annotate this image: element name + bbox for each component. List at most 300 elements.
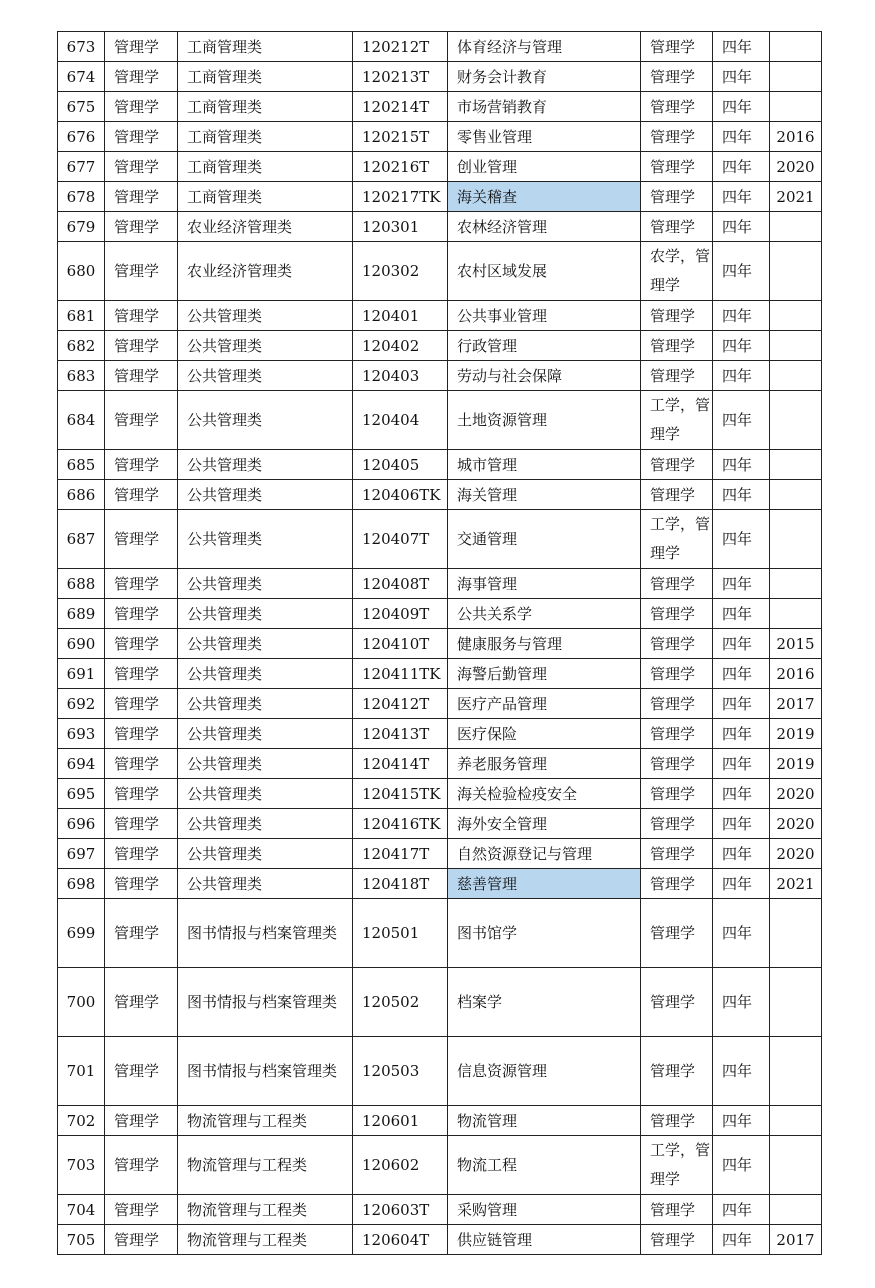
discipline-cell: 管理学 xyxy=(105,212,178,242)
duration-cell: 四年 xyxy=(713,182,770,212)
table-row xyxy=(58,719,822,749)
degree-cell: 管理学 xyxy=(641,450,713,480)
major-name-cell: 供应链管理 xyxy=(448,1225,641,1255)
year-cell xyxy=(770,212,822,242)
major-code-cell: 120409T xyxy=(353,599,448,629)
row-number-cell: 701 xyxy=(58,1037,105,1106)
major-name-cell: 慈善管理 xyxy=(448,869,641,899)
duration-cell: 四年 xyxy=(713,659,770,689)
table-row xyxy=(58,92,822,122)
category-cell: 公共管理类 xyxy=(178,659,353,689)
major-name-cell: 零售业管理 xyxy=(448,122,641,152)
degree-cell: 工学，管理学 xyxy=(641,1136,713,1195)
table-row xyxy=(58,510,822,569)
year-cell: 2020 xyxy=(770,152,822,182)
discipline-cell: 管理学 xyxy=(105,331,178,361)
major-name-cell: 物流工程 xyxy=(448,1136,641,1195)
row-number-cell: 684 xyxy=(58,391,105,450)
discipline-cell: 管理学 xyxy=(105,480,178,510)
table-row xyxy=(58,182,822,212)
major-code-cell: 120603T xyxy=(353,1195,448,1225)
duration-cell: 四年 xyxy=(713,1106,770,1136)
row-number-cell: 679 xyxy=(58,212,105,242)
degree-cell: 管理学 xyxy=(641,1195,713,1225)
major-name-cell: 海关管理 xyxy=(448,480,641,510)
category-cell: 公共管理类 xyxy=(178,361,353,391)
duration-cell: 四年 xyxy=(713,689,770,719)
row-number-cell: 678 xyxy=(58,182,105,212)
row-number-cell: 680 xyxy=(58,242,105,301)
table-row xyxy=(58,450,822,480)
year-cell xyxy=(770,391,822,450)
degree-cell: 管理学 xyxy=(641,1037,713,1106)
major-name-cell: 海关检验检疫安全 xyxy=(448,779,641,809)
category-cell: 图书情报与档案管理类 xyxy=(178,968,353,1037)
year-cell xyxy=(770,92,822,122)
discipline-cell: 管理学 xyxy=(105,1037,178,1106)
major-name-cell: 健康服务与管理 xyxy=(448,629,641,659)
year-cell: 2020 xyxy=(770,779,822,809)
row-number-cell: 692 xyxy=(58,689,105,719)
major-code-cell: 120413T xyxy=(353,719,448,749)
major-name-cell: 农林经济管理 xyxy=(448,212,641,242)
major-name-cell: 医疗保险 xyxy=(448,719,641,749)
row-number-cell: 696 xyxy=(58,809,105,839)
year-cell xyxy=(770,899,822,968)
major-name-cell: 图书馆学 xyxy=(448,899,641,968)
degree-cell: 工学，管理学 xyxy=(641,510,713,569)
document-page xyxy=(57,31,822,1255)
year-cell: 2017 xyxy=(770,689,822,719)
major-code-cell: 120412T xyxy=(353,689,448,719)
discipline-cell: 管理学 xyxy=(105,899,178,968)
major-code-cell: 120415TK xyxy=(353,779,448,809)
discipline-cell: 管理学 xyxy=(105,450,178,480)
year-cell: 2016 xyxy=(770,122,822,152)
category-cell: 公共管理类 xyxy=(178,450,353,480)
row-number-cell: 698 xyxy=(58,869,105,899)
duration-cell: 四年 xyxy=(713,569,770,599)
year-cell: 2015 xyxy=(770,629,822,659)
degree-cell: 工学，管理学 xyxy=(641,391,713,450)
year-cell xyxy=(770,242,822,301)
degree-cell: 管理学 xyxy=(641,749,713,779)
table-row xyxy=(58,122,822,152)
duration-cell: 四年 xyxy=(713,1136,770,1195)
discipline-cell: 管理学 xyxy=(105,122,178,152)
degree-cell: 管理学 xyxy=(641,719,713,749)
table-row xyxy=(58,480,822,510)
major-code-cell: 120418T xyxy=(353,869,448,899)
duration-cell: 四年 xyxy=(713,32,770,62)
duration-cell: 四年 xyxy=(713,599,770,629)
year-cell: 2021 xyxy=(770,182,822,212)
table-row xyxy=(58,569,822,599)
duration-cell: 四年 xyxy=(713,1195,770,1225)
table-row xyxy=(58,32,822,62)
discipline-cell: 管理学 xyxy=(105,839,178,869)
major-code-cell: 120411TK xyxy=(353,659,448,689)
major-name-cell: 档案学 xyxy=(448,968,641,1037)
degree-cell: 管理学 xyxy=(641,301,713,331)
major-name-cell: 物流管理 xyxy=(448,1106,641,1136)
major-code-cell: 120402 xyxy=(353,331,448,361)
degree-cell: 管理学 xyxy=(641,599,713,629)
row-number-cell: 691 xyxy=(58,659,105,689)
row-number-cell: 683 xyxy=(58,361,105,391)
row-number-cell: 677 xyxy=(58,152,105,182)
year-cell xyxy=(770,569,822,599)
row-number-cell: 681 xyxy=(58,301,105,331)
row-number-cell: 674 xyxy=(58,62,105,92)
category-cell: 公共管理类 xyxy=(178,510,353,569)
discipline-cell: 管理学 xyxy=(105,779,178,809)
year-cell xyxy=(770,968,822,1037)
discipline-cell: 管理学 xyxy=(105,689,178,719)
row-number-cell: 700 xyxy=(58,968,105,1037)
table-row xyxy=(58,361,822,391)
major-code-cell: 120414T xyxy=(353,749,448,779)
row-number-cell: 676 xyxy=(58,122,105,152)
duration-cell: 四年 xyxy=(713,242,770,301)
category-cell: 物流管理与工程类 xyxy=(178,1136,353,1195)
year-cell: 2020 xyxy=(770,839,822,869)
category-cell: 农业经济管理类 xyxy=(178,242,353,301)
category-cell: 工商管理类 xyxy=(178,152,353,182)
discipline-cell: 管理学 xyxy=(105,869,178,899)
category-cell: 图书情报与档案管理类 xyxy=(178,899,353,968)
degree-cell: 管理学 xyxy=(641,361,713,391)
table-row xyxy=(58,331,822,361)
discipline-cell: 管理学 xyxy=(105,510,178,569)
row-number-cell: 687 xyxy=(58,510,105,569)
duration-cell: 四年 xyxy=(713,361,770,391)
category-cell: 工商管理类 xyxy=(178,92,353,122)
category-cell: 公共管理类 xyxy=(178,569,353,599)
year-cell xyxy=(770,301,822,331)
major-code-cell: 120602 xyxy=(353,1136,448,1195)
duration-cell: 四年 xyxy=(713,301,770,331)
year-cell: 2019 xyxy=(770,719,822,749)
duration-cell: 四年 xyxy=(713,212,770,242)
major-code-cell: 120503 xyxy=(353,1037,448,1106)
degree-cell: 管理学 xyxy=(641,659,713,689)
major-code-cell: 120405 xyxy=(353,450,448,480)
row-number-cell: 699 xyxy=(58,899,105,968)
degree-cell: 管理学 xyxy=(641,182,713,212)
degree-cell: 管理学 xyxy=(641,968,713,1037)
table-row xyxy=(58,629,822,659)
row-number-cell: 705 xyxy=(58,1225,105,1255)
degree-cell: 管理学 xyxy=(641,869,713,899)
major-code-cell: 120213T xyxy=(353,62,448,92)
row-number-cell: 702 xyxy=(58,1106,105,1136)
major-code-cell: 120410T xyxy=(353,629,448,659)
degree-cell: 管理学 xyxy=(641,1225,713,1255)
discipline-cell: 管理学 xyxy=(105,62,178,92)
major-name-cell: 医疗产品管理 xyxy=(448,689,641,719)
table-row xyxy=(58,869,822,899)
degree-cell: 管理学 xyxy=(641,62,713,92)
duration-cell: 四年 xyxy=(713,391,770,450)
duration-cell: 四年 xyxy=(713,1037,770,1106)
table-row xyxy=(58,899,822,968)
year-cell xyxy=(770,599,822,629)
discipline-cell: 管理学 xyxy=(105,569,178,599)
table-row xyxy=(58,1195,822,1225)
duration-cell: 四年 xyxy=(713,629,770,659)
degree-cell: 管理学 xyxy=(641,809,713,839)
category-cell: 物流管理与工程类 xyxy=(178,1106,353,1136)
year-cell xyxy=(770,1195,822,1225)
discipline-cell: 管理学 xyxy=(105,809,178,839)
category-cell: 图书情报与档案管理类 xyxy=(178,1037,353,1106)
table-row xyxy=(58,1106,822,1136)
table-row xyxy=(58,301,822,331)
duration-cell: 四年 xyxy=(713,122,770,152)
table-row xyxy=(58,62,822,92)
major-name-cell: 海关稽查 xyxy=(448,182,641,212)
major-code-cell: 120214T xyxy=(353,92,448,122)
category-cell: 公共管理类 xyxy=(178,480,353,510)
row-number-cell: 690 xyxy=(58,629,105,659)
degree-cell: 农学，管理学 xyxy=(641,242,713,301)
discipline-cell: 管理学 xyxy=(105,749,178,779)
category-cell: 物流管理与工程类 xyxy=(178,1195,353,1225)
year-cell xyxy=(770,331,822,361)
major-name-cell: 体育经济与管理 xyxy=(448,32,641,62)
major-name-cell: 市场营销教育 xyxy=(448,92,641,122)
duration-cell: 四年 xyxy=(713,749,770,779)
row-number-cell: 682 xyxy=(58,331,105,361)
year-cell: 2017 xyxy=(770,1225,822,1255)
major-name-cell: 海事管理 xyxy=(448,569,641,599)
duration-cell: 四年 xyxy=(713,450,770,480)
row-number-cell: 673 xyxy=(58,32,105,62)
table-row xyxy=(58,391,822,450)
degree-cell: 管理学 xyxy=(641,569,713,599)
discipline-cell: 管理学 xyxy=(105,968,178,1037)
row-number-cell: 695 xyxy=(58,779,105,809)
year-cell xyxy=(770,480,822,510)
major-code-cell: 120401 xyxy=(353,301,448,331)
duration-cell: 四年 xyxy=(713,62,770,92)
category-cell: 公共管理类 xyxy=(178,629,353,659)
discipline-cell: 管理学 xyxy=(105,629,178,659)
table-body xyxy=(58,32,822,1255)
table-row xyxy=(58,212,822,242)
table-row xyxy=(58,152,822,182)
major-name-cell: 海警后勤管理 xyxy=(448,659,641,689)
major-code-cell: 120501 xyxy=(353,899,448,968)
discipline-cell: 管理学 xyxy=(105,32,178,62)
major-name-cell: 土地资源管理 xyxy=(448,391,641,450)
year-cell: 2020 xyxy=(770,809,822,839)
major-name-cell: 公共事业管理 xyxy=(448,301,641,331)
major-code-cell: 120416TK xyxy=(353,809,448,839)
category-cell: 公共管理类 xyxy=(178,839,353,869)
major-name-cell: 财务会计教育 xyxy=(448,62,641,92)
row-number-cell: 694 xyxy=(58,749,105,779)
table-row xyxy=(58,242,822,301)
duration-cell: 四年 xyxy=(713,839,770,869)
duration-cell: 四年 xyxy=(713,869,770,899)
table-row xyxy=(58,1037,822,1106)
row-number-cell: 703 xyxy=(58,1136,105,1195)
major-name-cell: 创业管理 xyxy=(448,152,641,182)
degree-cell: 管理学 xyxy=(641,152,713,182)
major-code-cell: 120404 xyxy=(353,391,448,450)
category-cell: 公共管理类 xyxy=(178,809,353,839)
degree-cell: 管理学 xyxy=(641,212,713,242)
discipline-cell: 管理学 xyxy=(105,361,178,391)
major-name-cell: 劳动与社会保障 xyxy=(448,361,641,391)
major-code-cell: 120216T xyxy=(353,152,448,182)
year-cell: 2016 xyxy=(770,659,822,689)
category-cell: 公共管理类 xyxy=(178,391,353,450)
table-row xyxy=(58,599,822,629)
degree-cell: 管理学 xyxy=(641,480,713,510)
year-cell: 2019 xyxy=(770,749,822,779)
major-code-cell: 120212T xyxy=(353,32,448,62)
discipline-cell: 管理学 xyxy=(105,182,178,212)
category-cell: 公共管理类 xyxy=(178,599,353,629)
table-row xyxy=(58,968,822,1037)
year-cell: 2021 xyxy=(770,869,822,899)
duration-cell: 四年 xyxy=(713,899,770,968)
category-cell: 公共管理类 xyxy=(178,301,353,331)
table-row xyxy=(58,839,822,869)
discipline-cell: 管理学 xyxy=(105,242,178,301)
year-cell xyxy=(770,510,822,569)
degree-cell: 管理学 xyxy=(641,779,713,809)
year-cell xyxy=(770,32,822,62)
major-code-cell: 120215T xyxy=(353,122,448,152)
degree-cell: 管理学 xyxy=(641,92,713,122)
major-code-cell: 120604T xyxy=(353,1225,448,1255)
row-number-cell: 688 xyxy=(58,569,105,599)
discipline-cell: 管理学 xyxy=(105,1136,178,1195)
row-number-cell: 689 xyxy=(58,599,105,629)
discipline-cell: 管理学 xyxy=(105,1106,178,1136)
discipline-cell: 管理学 xyxy=(105,1195,178,1225)
major-code-cell: 120403 xyxy=(353,361,448,391)
major-name-cell: 信息资源管理 xyxy=(448,1037,641,1106)
table-row xyxy=(58,1225,822,1255)
year-cell xyxy=(770,1136,822,1195)
duration-cell: 四年 xyxy=(713,968,770,1037)
category-cell: 农业经济管理类 xyxy=(178,212,353,242)
year-cell xyxy=(770,62,822,92)
degree-cell: 管理学 xyxy=(641,629,713,659)
duration-cell: 四年 xyxy=(713,152,770,182)
major-name-cell: 农村区域发展 xyxy=(448,242,641,301)
degree-cell: 管理学 xyxy=(641,331,713,361)
category-cell: 公共管理类 xyxy=(178,869,353,899)
year-cell xyxy=(770,1106,822,1136)
major-name-cell: 交通管理 xyxy=(448,510,641,569)
duration-cell: 四年 xyxy=(713,480,770,510)
major-code-cell: 120301 xyxy=(353,212,448,242)
duration-cell: 四年 xyxy=(713,809,770,839)
discipline-cell: 管理学 xyxy=(105,1225,178,1255)
row-number-cell: 675 xyxy=(58,92,105,122)
degree-cell: 管理学 xyxy=(641,899,713,968)
major-code-cell: 120217TK xyxy=(353,182,448,212)
major-name-cell: 自然资源登记与管理 xyxy=(448,839,641,869)
category-cell: 公共管理类 xyxy=(178,331,353,361)
row-number-cell: 686 xyxy=(58,480,105,510)
duration-cell: 四年 xyxy=(713,1225,770,1255)
major-code-cell: 120417T xyxy=(353,839,448,869)
category-cell: 工商管理类 xyxy=(178,182,353,212)
category-cell: 工商管理类 xyxy=(178,62,353,92)
discipline-cell: 管理学 xyxy=(105,92,178,122)
discipline-cell: 管理学 xyxy=(105,659,178,689)
duration-cell: 四年 xyxy=(713,92,770,122)
major-code-cell: 120408T xyxy=(353,569,448,599)
table-row xyxy=(58,659,822,689)
table-row xyxy=(58,749,822,779)
row-number-cell: 704 xyxy=(58,1195,105,1225)
category-cell: 工商管理类 xyxy=(178,32,353,62)
major-code-cell: 120601 xyxy=(353,1106,448,1136)
table-row xyxy=(58,809,822,839)
category-cell: 物流管理与工程类 xyxy=(178,1225,353,1255)
year-cell xyxy=(770,1037,822,1106)
major-name-cell: 养老服务管理 xyxy=(448,749,641,779)
duration-cell: 四年 xyxy=(713,331,770,361)
major-name-cell: 行政管理 xyxy=(448,331,641,361)
degree-cell: 管理学 xyxy=(641,122,713,152)
degree-cell: 管理学 xyxy=(641,689,713,719)
category-cell: 公共管理类 xyxy=(178,689,353,719)
major-code-cell: 120406TK xyxy=(353,480,448,510)
major-code-cell: 120502 xyxy=(353,968,448,1037)
row-number-cell: 685 xyxy=(58,450,105,480)
major-name-cell: 城市管理 xyxy=(448,450,641,480)
category-cell: 公共管理类 xyxy=(178,779,353,809)
discipline-cell: 管理学 xyxy=(105,719,178,749)
degree-cell: 管理学 xyxy=(641,1106,713,1136)
category-cell: 工商管理类 xyxy=(178,122,353,152)
discipline-cell: 管理学 xyxy=(105,301,178,331)
major-catalog-table xyxy=(57,31,822,1255)
major-code-cell: 120407T xyxy=(353,510,448,569)
degree-cell: 管理学 xyxy=(641,32,713,62)
table-row xyxy=(58,1136,822,1195)
category-cell: 公共管理类 xyxy=(178,719,353,749)
row-number-cell: 693 xyxy=(58,719,105,749)
row-number-cell: 697 xyxy=(58,839,105,869)
major-code-cell: 120302 xyxy=(353,242,448,301)
duration-cell: 四年 xyxy=(713,719,770,749)
major-name-cell: 采购管理 xyxy=(448,1195,641,1225)
table-row xyxy=(58,779,822,809)
major-name-cell: 公共关系学 xyxy=(448,599,641,629)
year-cell xyxy=(770,450,822,480)
major-name-cell: 海外安全管理 xyxy=(448,809,641,839)
category-cell: 公共管理类 xyxy=(178,749,353,779)
duration-cell: 四年 xyxy=(713,510,770,569)
discipline-cell: 管理学 xyxy=(105,599,178,629)
discipline-cell: 管理学 xyxy=(105,391,178,450)
year-cell xyxy=(770,361,822,391)
discipline-cell: 管理学 xyxy=(105,152,178,182)
table-row xyxy=(58,689,822,719)
duration-cell: 四年 xyxy=(713,779,770,809)
degree-cell: 管理学 xyxy=(641,839,713,869)
